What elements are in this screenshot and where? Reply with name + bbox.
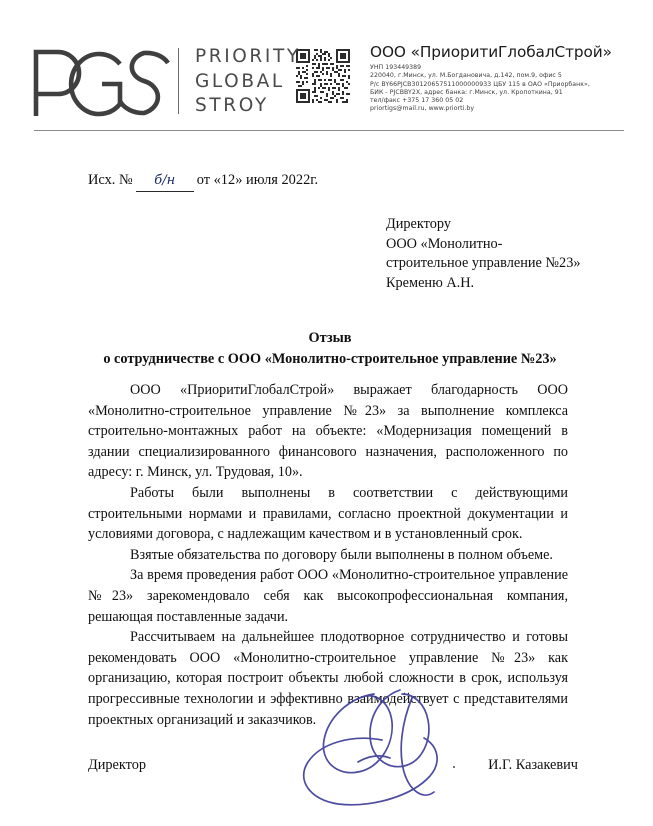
body-paragraph-3: Взятые обязательства по договору были выполнены в полном объеме.: [130, 546, 553, 563]
outgoing-number-field: [136, 170, 194, 192]
body-paragraph-4: За время проведения работ ООО «Монолитно-строительное управление №23» зарекомендовало себя как высокопрофессиональная компания, решающая поставленные задачи.: [88, 567, 568, 625]
signature-block: [88, 755, 578, 775]
document-title-subtitle: о сотрудничестве с ООО «Монолитно-строительное управление №23»: [103, 351, 557, 367]
signatory-name: И.Г. Казакевич: [488, 757, 578, 773]
company-requisites: [370, 42, 628, 114]
outgoing-number-handwritten: б/н: [154, 173, 176, 188]
qr-code-icon: [294, 47, 356, 105]
body-paragraph-5: Рассчитываем на дальнейшее плодотворное сотрудничество и готовы рекомендовать ООО «Монолитно-строительное управление №23» как организацию, которая построит объекты любой сложности в срок, используя прогрессивные технологии и эффективно взаимодействует с представителями проектных организаций и заказчиков.: [88, 629, 568, 728]
logo-wordmark-text: [195, 45, 301, 119]
page-title: [70, 328, 590, 370]
addressee-line-company-1: ООО «Монолитно-: [386, 235, 503, 252]
pgs-wordmark-icon: [32, 44, 174, 123]
body-paragraph-2: Работы были выполнены в соответствии с действующими строительными нормами и правилами, согласно проектной документации и условиями договора, с надлежащим качеством и в установленный срок.: [88, 484, 568, 543]
letterhead: [32, 42, 628, 124]
document-title-main: Отзыв: [308, 330, 352, 346]
signatory-role: Директор: [88, 757, 147, 773]
company-name: ООО «ПриоритиГлобалСтрой»: [370, 43, 612, 61]
outgoing-reference: [88, 170, 318, 192]
requisite-line-account: Р/с BY66PJCB30120657511000000933 ЦБУ 115 в ОАО «Приорбанк»,: [370, 80, 590, 88]
logo-word-priority: PRIORITY: [195, 46, 301, 67]
requisite-line-phone: тел/факс +375 17 360 05 02: [370, 97, 464, 105]
logo-word-stroy: STROY: [195, 95, 269, 116]
requisite-line-address: 220040, г.Минск, ул. М.Богдановича, д.142, пом.9, офис 5: [370, 72, 562, 80]
company-logo: [32, 42, 301, 122]
requisite-line-email: priortigs@mail.ru, www.priorti.by: [370, 105, 475, 113]
letterhead-divider: [34, 130, 624, 131]
document-body: [88, 380, 568, 730]
addressee-line-role: Директору: [386, 216, 451, 232]
requisite-line-bank: БИК - PJCBBY2X, адрес банка: г.Минск, ул. Кропоткина, 91: [370, 88, 563, 96]
addressee-block: [386, 215, 636, 293]
body-paragraph-1: ООО «ПриоритиГлобалСтрой» выражает благодарность ООО «Монолитно-строительное управление №23» за выполнение комплекса строительно-монтажных работ на объекте: «Модернизация помещений в здании специализированного финансового назначения, расположенного по адресу: г. Минск, ул. Трудовая, 10».: [88, 382, 568, 481]
addressee-line-company-2: строительное управление №23»: [386, 255, 581, 272]
outgoing-prefix: Исх. №: [88, 172, 133, 188]
outgoing-date: от «12» июля 2022г.: [196, 172, 319, 188]
requisite-lines: [370, 64, 628, 114]
requisite-line-unp: УНП 193449389: [370, 64, 422, 71]
logo-divider: [178, 48, 179, 114]
logo-word-global: GLOBAL: [195, 70, 285, 92]
addressee-line-person: Кременю А.Н.: [386, 274, 475, 291]
